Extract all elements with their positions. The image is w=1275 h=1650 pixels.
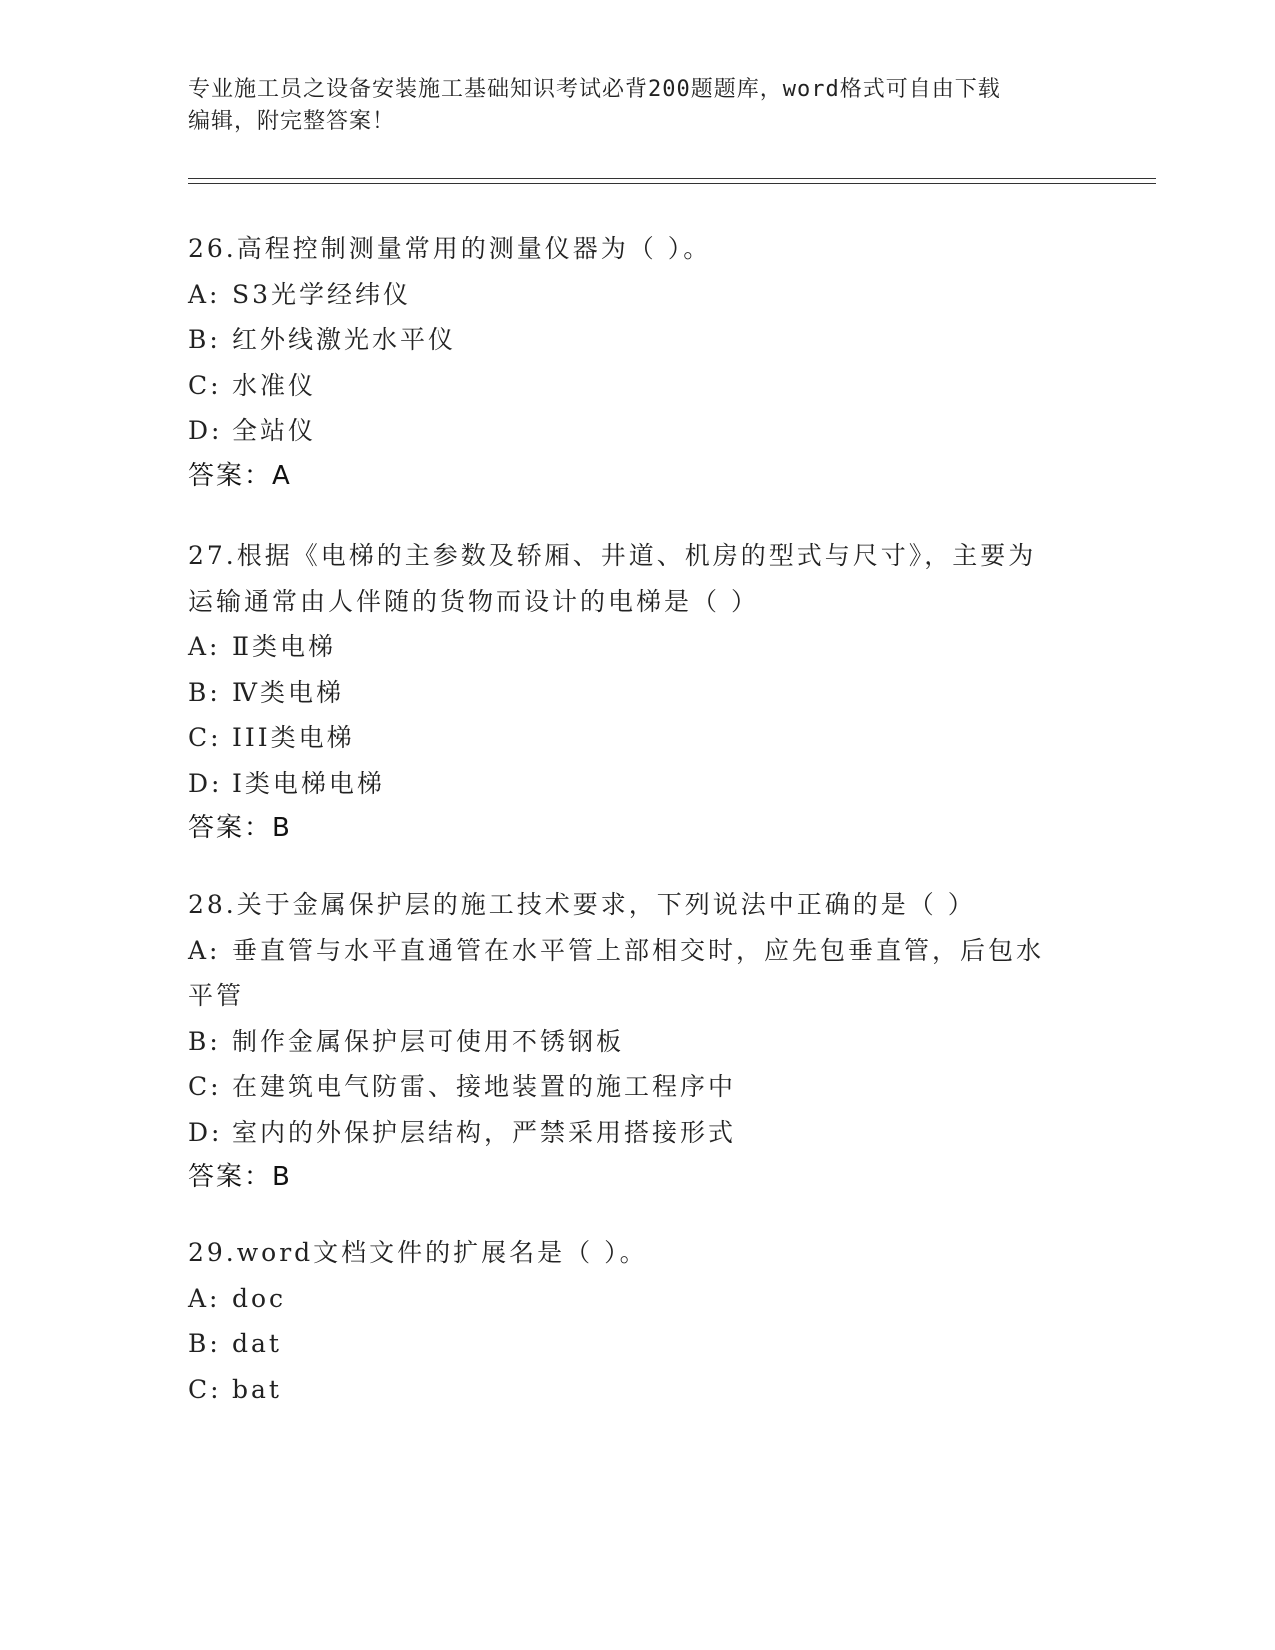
question-26: [188, 226, 1088, 499]
option-label: A:: [188, 935, 221, 965]
option-label: D:: [188, 768, 223, 798]
question-stem: [188, 1230, 1088, 1276]
option-c: [188, 363, 1088, 409]
option-a: [188, 272, 1088, 318]
option-label: C:: [188, 370, 222, 400]
question-28: [188, 882, 1088, 1201]
option-text: 在建筑电气防雷、接地装置的施工程序中: [232, 1072, 737, 1101]
option-b: [188, 1321, 1088, 1367]
option-b: [188, 670, 1088, 716]
option-label: C:: [188, 1072, 222, 1101]
question-number: 28.: [188, 890, 237, 919]
option-text: Ⅱ类电梯: [232, 632, 336, 661]
header-divider-top: [188, 178, 1156, 179]
question-number: 27.: [188, 541, 237, 570]
document-header: [188, 74, 1088, 138]
question-number: 26.: [188, 234, 237, 263]
answer: 答案：A: [188, 460, 292, 491]
option-label: A:: [188, 279, 221, 309]
option-text: S3光学经纬仪: [232, 279, 412, 309]
option-label: A:: [188, 1283, 221, 1313]
option-label: C:: [188, 1374, 222, 1404]
question-stem-line: 高程控制测量常用的测量仪器为（ ）。: [236, 234, 712, 263]
question-29: [188, 1230, 1088, 1412]
answer: 答案：B: [188, 813, 292, 843]
option-label: B:: [188, 1026, 221, 1056]
option-c: [188, 1064, 1088, 1110]
option-d: [188, 1110, 1088, 1156]
option-text: doc: [232, 1283, 287, 1313]
option-text: 红外线激光水平仪: [232, 325, 457, 354]
option-c: [188, 715, 1088, 761]
option-text: 水准仪: [232, 370, 317, 400]
option-text: dat: [232, 1329, 282, 1358]
option-label: B:: [188, 1329, 221, 1358]
option-a: [188, 1276, 1088, 1322]
option-label: A:: [188, 632, 221, 661]
question-number: 29.: [188, 1238, 237, 1267]
option-a: [188, 928, 1088, 974]
option-c: [188, 1367, 1088, 1413]
option-text: Ⅰ类电梯电梯: [232, 768, 385, 798]
option-text: 全站仪: [232, 416, 317, 445]
question-stem-line: 根据《电梯的主参数及轿厢、井道、机房的型式与尺寸》，主要为: [236, 541, 1037, 570]
option-a-continued: 平管: [188, 981, 245, 1010]
option-b: [188, 1019, 1088, 1065]
header-divider-bottom: [188, 183, 1156, 184]
option-a: [188, 624, 1088, 670]
option-b: [188, 317, 1088, 363]
option-text: 垂直管与水平直通管在水平管上部相交时，应先包垂直管，后包水: [232, 935, 1045, 965]
option-label: D:: [188, 416, 223, 445]
question-stem: [188, 533, 1088, 579]
option-d: [188, 761, 1088, 807]
option-text: Ⅳ类电梯: [232, 677, 344, 707]
question-stem-line: word文档文件的扩展名是（ ）。: [236, 1238, 648, 1267]
header-line-2: 编辑，附完整答案！: [188, 109, 396, 134]
question-stem-line: 关于金属保护层的施工技术要求，下列说法中正确的是（ ）: [236, 890, 976, 919]
option-text: bat: [232, 1374, 282, 1404]
option-text: III类电梯: [232, 723, 355, 752]
option-label: D:: [188, 1117, 223, 1147]
question-stem: [188, 882, 1088, 928]
option-label: B:: [188, 325, 221, 354]
option-text: 制作金属保护层可使用不锈钢板: [232, 1026, 625, 1056]
header-line-1: 专业施工员之设备安装施工基础知识考试必背200题题库，word格式可自由下载: [188, 77, 1001, 102]
question-stem-continued: 运输通常由人伴随的货物而设计的电梯是（ ）: [188, 586, 759, 616]
option-text: 室内的外保护层结构，严禁采用搭接形式: [232, 1117, 737, 1147]
option-label: B:: [188, 677, 221, 707]
question-stem: [188, 226, 1088, 272]
option-label: C:: [188, 723, 222, 752]
answer: 答案：B: [188, 1162, 292, 1192]
question-27: [188, 533, 1088, 852]
option-d: [188, 408, 1088, 454]
